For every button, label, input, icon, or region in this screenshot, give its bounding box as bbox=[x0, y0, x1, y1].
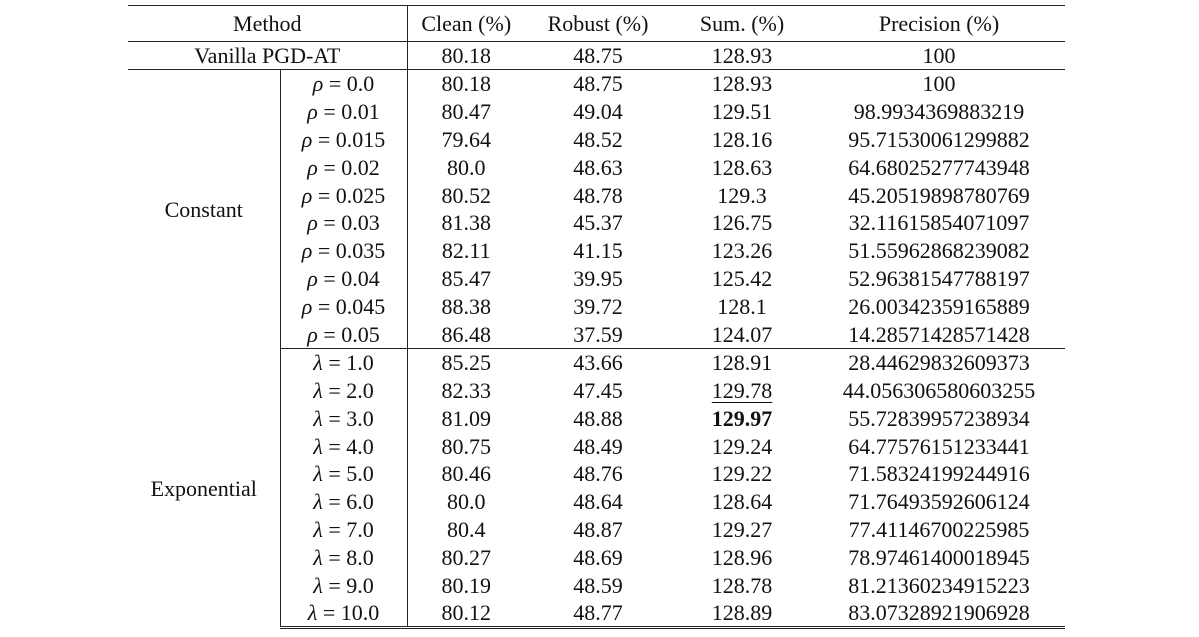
sum-value bbox=[671, 97, 813, 125]
param-symbol: ρ bbox=[307, 266, 318, 292]
equals-sign: = bbox=[322, 489, 347, 515]
equals-sign: = bbox=[312, 294, 336, 320]
precision-text: 95.71530061299882 bbox=[848, 126, 1030, 152]
sum-value bbox=[671, 348, 813, 376]
precision-text: 45.20519898780769 bbox=[848, 182, 1030, 208]
robust-text: 47.45 bbox=[573, 377, 623, 403]
precision-value: 100 bbox=[813, 42, 1065, 70]
robust-value bbox=[525, 265, 671, 293]
param-cell bbox=[280, 209, 407, 237]
param-symbol: λ bbox=[313, 461, 323, 487]
precision-value bbox=[813, 404, 1065, 432]
sum-value bbox=[671, 265, 813, 293]
robust-value bbox=[525, 237, 671, 265]
param-symbol: ρ bbox=[307, 210, 318, 236]
robust-value bbox=[525, 572, 671, 600]
equals-sign: = bbox=[312, 182, 336, 208]
sum-value bbox=[671, 293, 813, 321]
precision-value bbox=[813, 432, 1065, 460]
precision-value bbox=[813, 70, 1065, 98]
equals-sign: = bbox=[317, 154, 342, 180]
param-cell bbox=[280, 544, 407, 572]
clean-value bbox=[407, 209, 525, 237]
clean-value bbox=[407, 125, 525, 153]
param-value: 0.04 bbox=[341, 266, 380, 292]
param-symbol: λ bbox=[313, 489, 323, 515]
precision-value bbox=[813, 516, 1065, 544]
equals-sign: = bbox=[317, 210, 342, 236]
param-symbol: λ bbox=[313, 433, 323, 459]
sum-text: 129.24 bbox=[711, 433, 773, 459]
precision-value bbox=[813, 237, 1065, 265]
param-value: 6.0 bbox=[346, 489, 374, 515]
param-value: 0.02 bbox=[341, 154, 380, 180]
precision-value bbox=[813, 348, 1065, 376]
equals-sign: = bbox=[322, 545, 347, 571]
param-value: 7.0 bbox=[346, 517, 374, 543]
header-clean: Clean (%) bbox=[407, 6, 525, 42]
robust-value bbox=[525, 181, 671, 209]
equals-sign: = bbox=[317, 600, 341, 626]
sum-value: 128.93 bbox=[671, 42, 813, 70]
param-symbol: ρ bbox=[307, 98, 318, 124]
robust-text: 48.52 bbox=[573, 126, 623, 152]
clean-text: 85.25 bbox=[441, 350, 492, 376]
sum-text: 124.07 bbox=[711, 321, 773, 347]
param-cell bbox=[280, 70, 407, 98]
robust-value bbox=[525, 599, 671, 628]
clean-value bbox=[407, 293, 525, 321]
clean-text: 81.38 bbox=[441, 210, 492, 236]
clean-value bbox=[407, 488, 525, 516]
sum-value bbox=[671, 516, 813, 544]
table-row bbox=[128, 348, 1065, 376]
robust-text: 48.88 bbox=[573, 405, 623, 431]
robust-text: 48.69 bbox=[573, 545, 623, 571]
param-value: 9.0 bbox=[346, 572, 374, 598]
clean-text: 80.46 bbox=[441, 461, 492, 487]
precision-text: 98.9934369883219 bbox=[853, 98, 1025, 124]
clean-text: 80.75 bbox=[441, 433, 492, 459]
robust-value bbox=[525, 376, 671, 404]
robust-text: 41.15 bbox=[573, 238, 623, 264]
param-value: 0.0 bbox=[346, 71, 375, 97]
results-table bbox=[128, 5, 1065, 629]
robust-text: 48.75 bbox=[573, 71, 623, 97]
sum-value bbox=[671, 70, 813, 98]
precision-text: 71.76493592606124 bbox=[848, 489, 1030, 515]
precision-text: 14.28571428571428 bbox=[848, 321, 1030, 347]
param-value: 4.0 bbox=[346, 433, 374, 459]
sum-value bbox=[671, 460, 813, 488]
param-value: 0.035 bbox=[335, 238, 386, 264]
equals-sign: = bbox=[323, 71, 347, 97]
clean-value bbox=[407, 599, 525, 628]
header-robust: Robust (%) bbox=[525, 6, 671, 42]
clean-value bbox=[407, 153, 525, 181]
precision-value bbox=[813, 125, 1065, 153]
precision-text: 26.00342359165889 bbox=[848, 294, 1030, 320]
precision-value bbox=[813, 572, 1065, 600]
clean-value bbox=[407, 516, 525, 544]
param-value: 5.0 bbox=[346, 461, 374, 487]
precision-value bbox=[813, 209, 1065, 237]
clean-value bbox=[407, 70, 525, 98]
robust-text: 48.64 bbox=[573, 489, 623, 515]
clean-value bbox=[407, 404, 525, 432]
group-label: Exponential bbox=[128, 348, 280, 628]
param-cell bbox=[280, 599, 407, 628]
robust-text: 39.95 bbox=[573, 266, 623, 292]
sum-text: 129.27 bbox=[711, 517, 773, 543]
equals-sign: = bbox=[322, 572, 347, 598]
param-cell bbox=[280, 265, 407, 293]
clean-text: 82.11 bbox=[441, 238, 491, 264]
equals-sign: = bbox=[322, 350, 347, 376]
param-value: 0.03 bbox=[341, 210, 380, 236]
precision-text: 78.97461400018945 bbox=[848, 545, 1030, 571]
precision-text: 32.11615854071097 bbox=[848, 210, 1030, 236]
clean-text: 80.47 bbox=[441, 98, 492, 124]
precision-text: 77.41146700225985 bbox=[848, 517, 1030, 543]
precision-value bbox=[813, 376, 1065, 404]
param-symbol: ρ bbox=[301, 182, 313, 208]
robust-value: 48.75 bbox=[525, 42, 671, 70]
equals-sign: = bbox=[317, 98, 342, 124]
clean-value bbox=[407, 460, 525, 488]
sum-value bbox=[671, 237, 813, 265]
sum-value bbox=[671, 153, 813, 181]
header-method: Method bbox=[128, 6, 407, 42]
clean-text: 80.0 bbox=[447, 489, 486, 515]
robust-value bbox=[525, 544, 671, 572]
sum-text: 128.93 bbox=[711, 71, 773, 97]
precision-value bbox=[813, 321, 1065, 349]
precision-text: 81.21360234915223 bbox=[848, 572, 1030, 598]
sum-value bbox=[671, 125, 813, 153]
precision-value bbox=[813, 599, 1065, 628]
header-row bbox=[128, 6, 1065, 42]
clean-text: 88.38 bbox=[441, 294, 492, 320]
equals-sign: = bbox=[322, 377, 347, 403]
clean-value bbox=[407, 544, 525, 572]
precision-text: 100 bbox=[922, 71, 956, 97]
header-sum: Sum. (%) bbox=[671, 6, 813, 42]
table-row-vanilla bbox=[128, 42, 1065, 70]
equals-sign: = bbox=[322, 461, 347, 487]
robust-text: 48.78 bbox=[573, 182, 623, 208]
clean-text: 80.52 bbox=[441, 182, 492, 208]
clean-text: 80.4 bbox=[447, 517, 486, 543]
param-symbol: ρ bbox=[307, 321, 318, 347]
precision-text: 44.056306580603255 bbox=[842, 377, 1036, 403]
precision-value bbox=[813, 488, 1065, 516]
param-symbol: λ bbox=[313, 545, 323, 571]
clean-text: 86.48 bbox=[441, 321, 492, 347]
param-symbol: ρ bbox=[301, 126, 313, 152]
equals-sign: = bbox=[322, 405, 347, 431]
precision-value bbox=[813, 181, 1065, 209]
clean-value: 80.18 bbox=[407, 42, 525, 70]
clean-text: 85.47 bbox=[441, 266, 492, 292]
robust-text: 39.72 bbox=[573, 294, 623, 320]
clean-value bbox=[407, 348, 525, 376]
clean-value bbox=[407, 432, 525, 460]
param-cell bbox=[280, 97, 407, 125]
param-cell bbox=[280, 321, 407, 349]
sum-text: 123.26 bbox=[711, 238, 773, 264]
robust-value bbox=[525, 97, 671, 125]
sum-text: 125.42 bbox=[711, 266, 773, 292]
precision-text: 71.58324199244916 bbox=[848, 461, 1030, 487]
param-symbol: ρ bbox=[312, 71, 324, 97]
precision-value bbox=[813, 460, 1065, 488]
precision-text: 55.72839957238934 bbox=[848, 405, 1030, 431]
robust-text: 49.04 bbox=[573, 98, 623, 124]
param-value: 0.05 bbox=[341, 321, 380, 347]
param-symbol: λ bbox=[313, 377, 323, 403]
robust-text: 48.77 bbox=[573, 600, 623, 626]
sum-value bbox=[671, 209, 813, 237]
robust-value bbox=[525, 70, 671, 98]
param-value: 3.0 bbox=[346, 405, 374, 431]
header-precision: Precision (%) bbox=[813, 6, 1065, 42]
sum-value bbox=[671, 321, 813, 349]
param-value: 10.0 bbox=[340, 600, 380, 626]
sum-text: 128.96 bbox=[711, 545, 773, 571]
param-cell bbox=[280, 125, 407, 153]
robust-value bbox=[525, 460, 671, 488]
clean-value bbox=[407, 572, 525, 600]
param-cell bbox=[280, 237, 407, 265]
robust-value bbox=[525, 293, 671, 321]
sum-text: 128.78 bbox=[711, 572, 773, 598]
clean-text: 80.19 bbox=[441, 572, 492, 598]
sum-value bbox=[671, 404, 813, 432]
equals-sign: = bbox=[322, 433, 347, 459]
precision-text: 83.07328921906928 bbox=[848, 600, 1030, 626]
robust-text: 48.63 bbox=[573, 154, 623, 180]
precision-value bbox=[813, 265, 1065, 293]
sum-text: 129.51 bbox=[711, 98, 773, 124]
robust-value bbox=[525, 209, 671, 237]
clean-text: 79.64 bbox=[441, 126, 492, 152]
robust-value bbox=[525, 125, 671, 153]
robust-value bbox=[525, 404, 671, 432]
clean-value bbox=[407, 237, 525, 265]
precision-text: 51.55962868239082 bbox=[848, 238, 1030, 264]
clean-text: 80.18 bbox=[441, 71, 492, 97]
sum-text: 129.22 bbox=[711, 461, 773, 487]
clean-text: 80.12 bbox=[441, 600, 492, 626]
sum-value bbox=[671, 544, 813, 572]
param-cell bbox=[280, 293, 407, 321]
sum-text: 126.75 bbox=[711, 210, 773, 236]
method-label: Vanilla PGD-AT bbox=[128, 42, 407, 70]
robust-value bbox=[525, 488, 671, 516]
param-symbol: λ bbox=[313, 572, 323, 598]
robust-value bbox=[525, 432, 671, 460]
clean-text: 80.27 bbox=[441, 545, 492, 571]
param-cell bbox=[280, 460, 407, 488]
precision-text: 64.77576151233441 bbox=[848, 433, 1030, 459]
param-value: 1.0 bbox=[346, 350, 374, 376]
precision-text: 28.44629832609373 bbox=[848, 350, 1030, 376]
param-cell bbox=[280, 404, 407, 432]
clean-text: 81.09 bbox=[441, 405, 492, 431]
param-cell bbox=[280, 153, 407, 181]
param-cell bbox=[280, 348, 407, 376]
clean-value bbox=[407, 181, 525, 209]
param-value: 0.045 bbox=[335, 294, 386, 320]
clean-value bbox=[407, 321, 525, 349]
robust-value bbox=[525, 516, 671, 544]
robust-value bbox=[525, 348, 671, 376]
precision-text: 52.96381547788197 bbox=[848, 266, 1030, 292]
robust-text: 48.87 bbox=[573, 517, 623, 543]
sum-text: 128.89 bbox=[711, 600, 773, 626]
param-cell bbox=[280, 516, 407, 544]
param-symbol: ρ bbox=[307, 154, 318, 180]
sum-value bbox=[671, 599, 813, 628]
robust-text: 43.66 bbox=[573, 350, 623, 376]
param-symbol: λ bbox=[307, 600, 318, 626]
sum-text: 128.16 bbox=[711, 126, 773, 152]
sum-text: 129.78 bbox=[711, 377, 773, 403]
param-value: 0.025 bbox=[335, 182, 386, 208]
clean-value bbox=[407, 97, 525, 125]
precision-value bbox=[813, 153, 1065, 181]
equals-sign: = bbox=[317, 321, 342, 347]
param-symbol: λ bbox=[313, 517, 323, 543]
equals-sign: = bbox=[317, 266, 342, 292]
param-cell bbox=[280, 181, 407, 209]
group-label: Constant bbox=[128, 70, 280, 349]
sum-text: 128.1 bbox=[717, 294, 767, 320]
robust-text: 48.59 bbox=[573, 572, 623, 598]
precision-value bbox=[813, 544, 1065, 572]
sum-value bbox=[671, 181, 813, 209]
sum-value bbox=[671, 572, 813, 600]
param-value: 8.0 bbox=[346, 545, 374, 571]
param-symbol: λ bbox=[313, 350, 323, 376]
sum-text: 128.64 bbox=[711, 489, 773, 515]
param-symbol: λ bbox=[313, 405, 323, 431]
equals-sign: = bbox=[312, 238, 336, 264]
sum-value bbox=[671, 488, 813, 516]
precision-text: 64.68025277743948 bbox=[848, 154, 1030, 180]
sum-value bbox=[671, 432, 813, 460]
robust-value bbox=[525, 321, 671, 349]
robust-text: 48.76 bbox=[573, 461, 623, 487]
param-symbol: ρ bbox=[301, 294, 313, 320]
sum-text: 128.91 bbox=[711, 350, 773, 376]
param-symbol: ρ bbox=[301, 238, 313, 264]
sum-text: 129.97 bbox=[711, 405, 773, 431]
sum-value bbox=[671, 376, 813, 404]
equals-sign: = bbox=[312, 126, 336, 152]
robust-value bbox=[525, 153, 671, 181]
precision-value bbox=[813, 293, 1065, 321]
equals-sign: = bbox=[322, 517, 347, 543]
param-cell bbox=[280, 432, 407, 460]
clean-text: 80.0 bbox=[447, 154, 486, 180]
param-value: 2.0 bbox=[346, 377, 374, 403]
sum-text: 129.3 bbox=[717, 182, 767, 208]
param-cell bbox=[280, 488, 407, 516]
clean-value bbox=[407, 265, 525, 293]
robust-text: 45.37 bbox=[573, 210, 623, 236]
robust-text: 37.59 bbox=[573, 321, 623, 347]
param-value: 0.01 bbox=[341, 98, 380, 124]
table-row bbox=[128, 70, 1065, 98]
clean-text: 82.33 bbox=[441, 377, 492, 403]
clean-value bbox=[407, 376, 525, 404]
param-cell bbox=[280, 572, 407, 600]
param-cell bbox=[280, 376, 407, 404]
robust-text: 48.49 bbox=[573, 433, 623, 459]
sum-text: 128.63 bbox=[711, 154, 773, 180]
precision-value bbox=[813, 97, 1065, 125]
param-value: 0.015 bbox=[335, 126, 386, 152]
